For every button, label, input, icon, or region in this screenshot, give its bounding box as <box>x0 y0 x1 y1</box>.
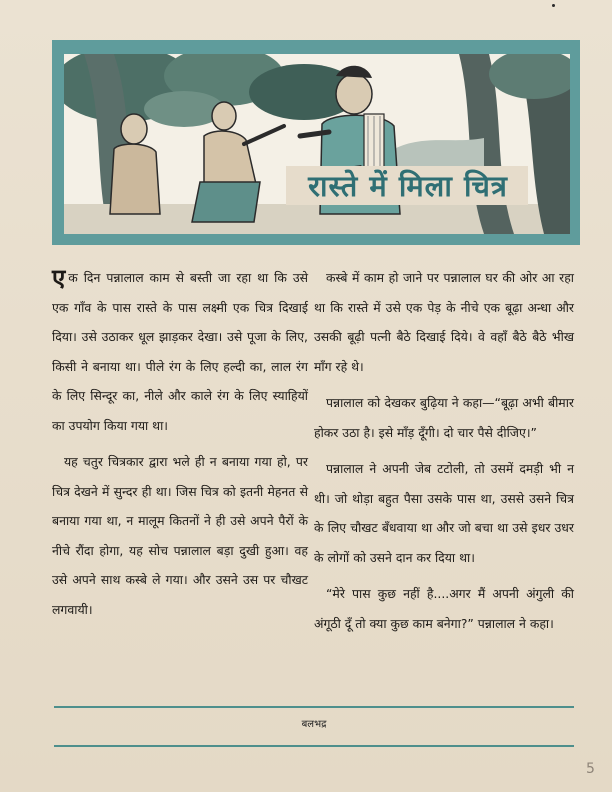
story-illustration <box>64 54 570 234</box>
illustration-drawing <box>64 54 570 234</box>
story-title: रास्ते में मिला चित्र <box>308 169 508 203</box>
paragraph-text: क दिन पन्नालाल काम से बस्ती जा रहा था कि उसे एक गाँव के पास रास्ते के पास लक्ष्मी एक चित्र दिखाई दिया। उसे उठाकर धूल झाड़कर देखा। उसे पूजा के लिए, किसी ने बनाया था। पीले रंग के लिए हल्दी का, लाल रंग के लिए सिन्दूर का, नीले और काले रंग के लिए स्याहियों का उपयोग किया गया था। <box>52 270 308 433</box>
dropcap: ए <box>52 264 66 292</box>
left-column <box>52 263 308 631</box>
print-dot <box>552 4 555 7</box>
paragraph: यह चतुर चित्रकार द्वारा भले ही न बनाया गया हो, पर चित्र देखने में सुन्दर ही था। जिस चित्र को इतनी मेहनत से बनाया गया था, न मालूम कितनों ने ही उसे अपने पैरों के नीचे रौंदा होगा, यह सोच पन्नालाल बड़ा दुखी हुआ। वह उसे अपने साथ कस्बे ले गया। और उसने उस पर चौखट लगवायी। <box>52 454 308 617</box>
author-name: बलभद्र <box>301 719 327 730</box>
paragraph: कस्बे में काम हो जाने पर पन्नालाल घर की ओर आ रहा था कि रास्ते में उसे एक पेड़ के नीचे एक बूढ़ा अन्धा और उसकी बूढ़ी पत्नी बैठे दिखाई दिये। वे वहाँ बैठे बैठे भीख माँग रहे थे। <box>314 270 574 374</box>
right-column <box>314 263 574 645</box>
footer-rule-top <box>54 706 574 708</box>
paragraph: “मेरे पास कुछ नहीं है....अगर मैं अपनी अंगुली की अंगूठी दूँ तो क्या कुछ काम बनेगा?” पन्नालाल ने कहा। <box>314 586 574 631</box>
footer-rule-bottom <box>54 745 574 747</box>
paragraph: पन्नालाल को देखकर बुढ़िया ने कहा—“बूढ़ा अभी बीमार होकर उठा है। इसे माँड़ दूँगी। दो चार पैसे दीजिए।” <box>314 395 574 440</box>
header-illustration-frame <box>52 40 580 245</box>
page-corner-mark: 5 <box>586 761 595 777</box>
paragraph <box>52 263 308 440</box>
paragraph: पन्नालाल ने अपनी जेब टटोली, तो उसमें दमड़ी भी न थी। जो थोड़ा बहुत पैसा उसके पास था, उससे उसने चित्र के लिए चौखट बँधवाया था और जो बचा था उसे इधर उधर के लोगों को उसने दान कर दिया था। <box>314 461 574 565</box>
